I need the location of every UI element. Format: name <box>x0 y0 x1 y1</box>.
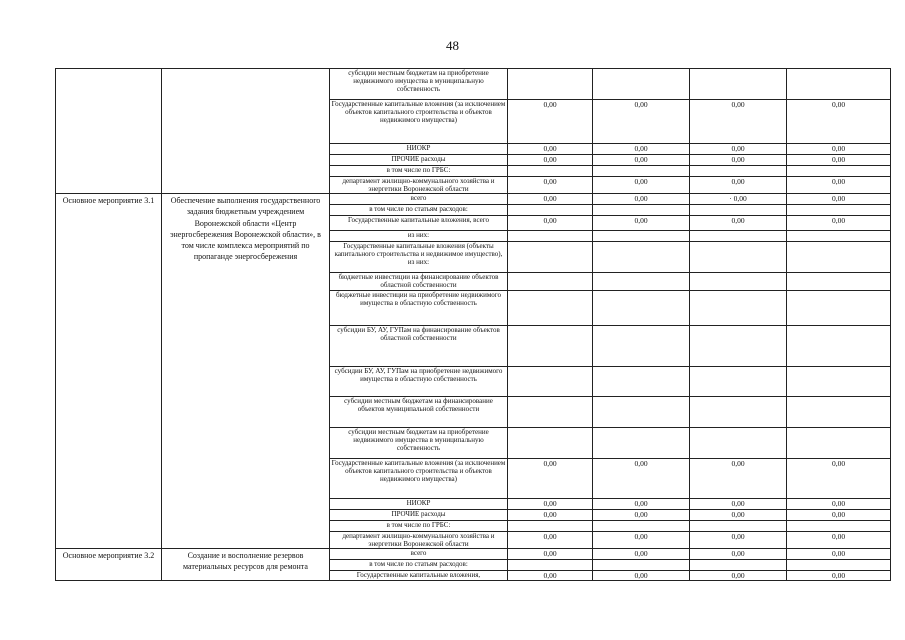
amount-value: 0,00 <box>543 177 557 186</box>
expense-item-label: Государственные капитальные вложения, <box>330 571 508 581</box>
amount-value: 0,00 <box>543 216 557 225</box>
amount-cell <box>690 177 787 194</box>
amount-cell <box>508 326 593 367</box>
amount-value: 0,00 <box>634 155 648 164</box>
amount-cell <box>690 571 787 581</box>
amount-cell <box>787 367 891 397</box>
amount-cell <box>593 100 690 144</box>
amount-cell <box>690 521 787 532</box>
table-row <box>56 194 891 205</box>
amount-value: 0,00 <box>731 499 745 508</box>
measure-description-cell: Обеспечение выполнения государственного задания бюджетным учреждением Воронежской области «Центр энергосбережения Воронежской области», в том числе комплекса мероприятий по пропаганде энергосбережения <box>162 194 330 549</box>
amount-value: 0,00 <box>634 571 648 580</box>
expense-item-label: из них: <box>330 231 508 242</box>
amount-value: 0,00 <box>634 177 648 186</box>
amount-cell <box>508 155 593 166</box>
amount-cell <box>690 397 787 428</box>
amount-cell <box>690 144 787 155</box>
amount-value: 0,00 <box>831 155 846 164</box>
expense-item-label: всего <box>330 194 508 205</box>
amount-cell <box>787 100 891 144</box>
amount-value: 0,00 <box>543 510 557 519</box>
amount-value: 0,00 <box>831 177 846 186</box>
page-number: 48 <box>446 38 459 53</box>
amount-cell <box>508 397 593 428</box>
amount-cell <box>593 155 690 166</box>
amount-value: 0,00 <box>831 532 846 541</box>
amount-cell <box>508 428 593 459</box>
expense-item-label: ПРОЧИЕ расходы <box>330 155 508 166</box>
amount-cell <box>787 155 891 166</box>
amount-cell <box>593 397 690 428</box>
amount-cell <box>508 205 593 216</box>
expense-item-label: субсидии местным бюджетам на приобретение недвижимого имущества в муниципальную собственность <box>330 69 508 100</box>
amount-value: · 0,00 <box>729 194 747 203</box>
amount-value: 0,00 <box>831 459 846 468</box>
measure-name-cell: Основное мероприятие 3.2 <box>56 549 162 581</box>
expense-item-label: субсидии БУ, АУ, ГУПам на финансирование объектов областной собственности <box>330 326 508 367</box>
expense-item-label: Государственные капитальные вложения (за исключением объектов капитального строительства и объектов недвижимого имущества) <box>330 459 508 499</box>
amount-cell <box>593 560 690 571</box>
amount-cell <box>593 231 690 242</box>
amount-cell <box>787 571 891 581</box>
amount-value: 0,00 <box>634 216 648 225</box>
amount-cell <box>593 166 690 177</box>
amount-cell <box>787 69 891 100</box>
amount-cell <box>508 571 593 581</box>
amount-cell <box>508 100 593 144</box>
measure-description-cell <box>162 69 330 194</box>
amount-cell <box>508 560 593 571</box>
amount-cell <box>593 177 690 194</box>
amount-value: 0,00 <box>634 100 648 109</box>
amount-cell <box>690 510 787 521</box>
table-row <box>56 549 891 560</box>
amount-cell <box>787 291 891 326</box>
amount-value: 0,00 <box>731 177 745 186</box>
amount-cell <box>508 216 593 231</box>
amount-cell <box>593 144 690 155</box>
amount-cell <box>787 428 891 459</box>
amount-cell <box>787 194 891 205</box>
amount-cell <box>690 499 787 510</box>
amount-cell <box>593 428 690 459</box>
amount-cell <box>508 194 593 205</box>
amount-cell <box>593 242 690 273</box>
expense-item-label: Государственные капитальные вложения (за исключением объектов капитального строительства и объектов недвижимого имущества) <box>330 100 508 144</box>
amount-value: 0,00 <box>634 510 648 519</box>
amount-value: 0,00 <box>731 216 745 225</box>
amount-value: 0,00 <box>634 459 648 468</box>
amount-cell <box>593 194 690 205</box>
amount-value: 0,00 <box>731 459 745 468</box>
budget-table <box>55 68 891 581</box>
amount-cell <box>690 367 787 397</box>
amount-cell <box>593 69 690 100</box>
amount-cell <box>508 291 593 326</box>
amount-value: 0,00 <box>543 549 557 558</box>
expense-item-label: субсидии БУ, АУ, ГУПам на приобретение недвижимого имущества в областную собственность <box>330 367 508 397</box>
expense-item-label: департамент жилищно-коммунального хозяйства и энергетики Воронежской области <box>330 177 508 194</box>
expense-item-label: в том числе по статьям расходов: <box>330 560 508 571</box>
expense-item-label: НИОКР <box>330 499 508 510</box>
amount-cell <box>690 231 787 242</box>
amount-cell <box>508 367 593 397</box>
amount-cell <box>508 231 593 242</box>
amount-value: 0,00 <box>634 549 648 558</box>
expense-item-label: субсидии местным бюджетам на приобретение недвижимого имущества в муниципальную собственность <box>330 428 508 459</box>
amount-value: 0,00 <box>831 510 846 519</box>
amount-cell <box>690 459 787 499</box>
amount-cell <box>508 242 593 273</box>
measure-name-cell <box>56 69 162 194</box>
amount-cell <box>690 291 787 326</box>
amount-cell <box>593 216 690 231</box>
amount-value: 0,00 <box>543 532 557 541</box>
amount-cell <box>593 273 690 291</box>
expense-item-label: субсидии местным бюджетам на финансирование объектов муниципальной собственности <box>330 397 508 428</box>
amount-cell <box>593 291 690 326</box>
amount-cell <box>690 532 787 549</box>
amount-value: 0,00 <box>731 549 745 558</box>
amount-cell <box>690 428 787 459</box>
amount-value: 0,00 <box>831 216 846 225</box>
amount-value: 0,00 <box>731 532 745 541</box>
amount-cell <box>787 242 891 273</box>
amount-cell <box>787 231 891 242</box>
amount-cell <box>593 326 690 367</box>
amount-value: 0,00 <box>731 510 745 519</box>
amount-value: 0,00 <box>731 155 745 164</box>
amount-cell <box>508 549 593 560</box>
amount-cell <box>508 510 593 521</box>
amount-cell <box>690 100 787 144</box>
amount-cell <box>690 69 787 100</box>
amount-value: 0,00 <box>543 571 557 580</box>
amount-cell <box>690 216 787 231</box>
expense-item-label: бюджетные инвестиции на приобретение недвижимого имущества в областную собственность <box>330 291 508 326</box>
amount-value: 0,00 <box>831 549 846 558</box>
amount-cell <box>690 549 787 560</box>
amount-cell <box>508 166 593 177</box>
expense-item-label: в том числе по ГРБС: <box>330 521 508 532</box>
amount-value: 0,00 <box>634 194 648 203</box>
amount-cell <box>508 532 593 549</box>
expense-item-label: Государственные капитальные вложения (объекты капитального строительства и недвижимое имущество), из них: <box>330 242 508 273</box>
expense-item-label: Государственные капитальные вложения, всего <box>330 216 508 231</box>
amount-cell <box>787 510 891 521</box>
amount-cell <box>593 532 690 549</box>
expense-item-label: департамент жилищно-коммунального хозяйства и энергетики Воронежской области <box>330 532 508 549</box>
expense-item-label: в том числе по ГРБС: <box>330 166 508 177</box>
amount-cell <box>787 549 891 560</box>
amount-cell <box>690 205 787 216</box>
expense-item-label: ПРОЧИЕ расходы <box>330 510 508 521</box>
amount-cell <box>690 155 787 166</box>
amount-cell <box>787 326 891 367</box>
amount-cell <box>690 326 787 367</box>
amount-cell <box>787 521 891 532</box>
expense-item-label: в том числе по статьям расходов: <box>330 205 508 216</box>
amount-cell <box>508 177 593 194</box>
amount-cell <box>508 459 593 499</box>
amount-cell <box>787 397 891 428</box>
amount-value: 0,00 <box>731 571 745 580</box>
amount-value: 0,00 <box>543 155 557 164</box>
amount-value: 0,00 <box>731 144 745 153</box>
amount-cell <box>593 205 690 216</box>
amount-cell <box>508 69 593 100</box>
amount-cell <box>593 459 690 499</box>
amount-cell <box>508 499 593 510</box>
amount-cell <box>787 459 891 499</box>
amount-cell <box>593 499 690 510</box>
amount-cell <box>787 216 891 231</box>
amount-cell <box>787 166 891 177</box>
amount-value: 0,00 <box>634 144 648 153</box>
amount-value: 0,00 <box>543 144 557 153</box>
amount-value: 0,00 <box>731 100 745 109</box>
amount-cell <box>593 571 690 581</box>
amount-cell <box>690 242 787 273</box>
amount-value: 0,00 <box>831 571 846 580</box>
amount-cell <box>593 521 690 532</box>
amount-cell <box>787 499 891 510</box>
amount-cell <box>593 510 690 521</box>
amount-cell <box>787 144 891 155</box>
amount-cell <box>787 532 891 549</box>
amount-cell <box>690 273 787 291</box>
measure-description-cell: Создание и восполнение резервов материальных ресурсов для ремонта <box>162 549 330 581</box>
amount-cell <box>593 549 690 560</box>
expense-item-label: всего <box>330 549 508 560</box>
amount-cell <box>787 273 891 291</box>
amount-value: 0,00 <box>831 144 846 153</box>
amount-value: 0,00 <box>543 194 557 203</box>
amount-cell <box>690 560 787 571</box>
table-row <box>56 69 891 100</box>
amount-cell <box>690 194 787 205</box>
expense-item-label: бюджетные инвестиции на финансирование объектов областной собственности <box>330 273 508 291</box>
amount-value: 0,00 <box>831 100 846 109</box>
amount-value: 0,00 <box>831 194 846 203</box>
amount-cell <box>787 560 891 571</box>
amount-value: 0,00 <box>634 499 648 508</box>
amount-value: 0,00 <box>634 532 648 541</box>
amount-cell <box>593 367 690 397</box>
amount-value: 0,00 <box>831 499 846 508</box>
amount-cell <box>690 166 787 177</box>
measure-name-cell: Основное мероприятие 3.1 <box>56 194 162 549</box>
amount-cell <box>508 521 593 532</box>
expense-item-label: НИОКР <box>330 144 508 155</box>
amount-cell <box>787 205 891 216</box>
amount-value: 0,00 <box>543 100 557 109</box>
amount-value: 0,00 <box>543 459 557 468</box>
amount-cell <box>787 177 891 194</box>
amount-cell <box>508 144 593 155</box>
amount-value: 0,00 <box>543 499 557 508</box>
amount-cell <box>508 273 593 291</box>
